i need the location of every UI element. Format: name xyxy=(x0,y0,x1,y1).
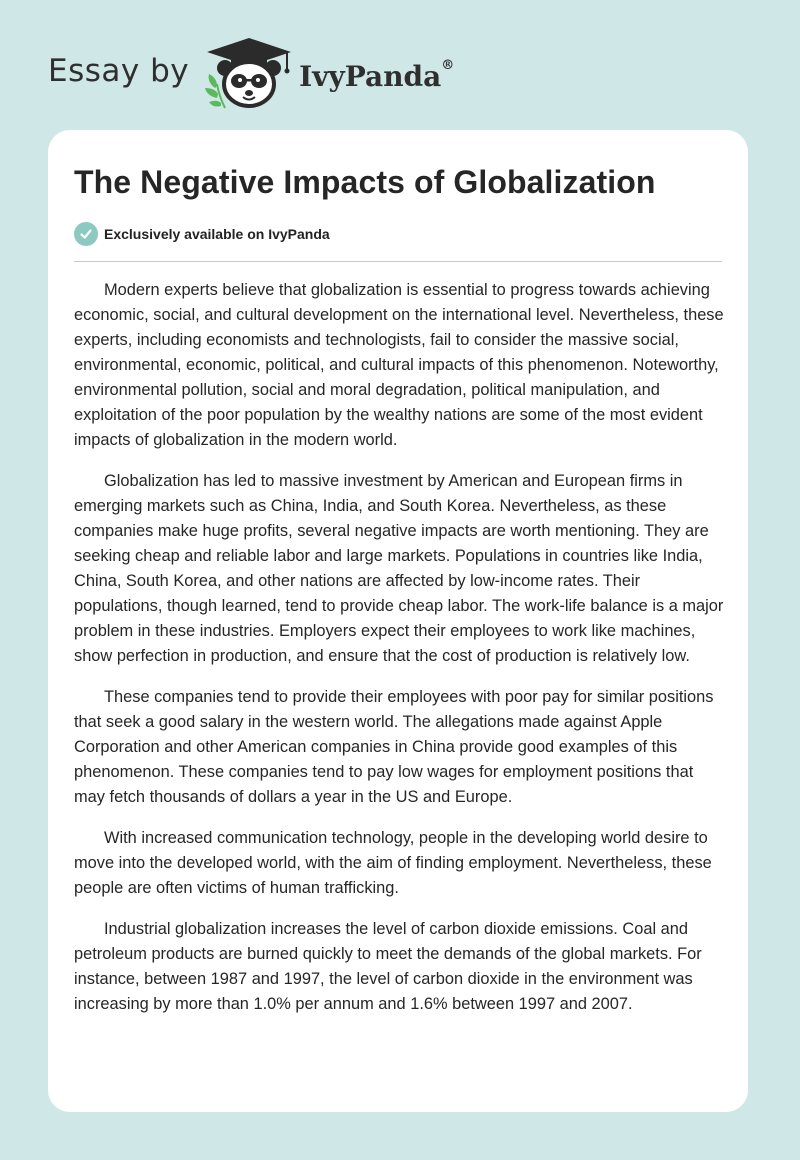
paragraph: With increased communication technology, people in the developing world desire to move into the developed world, with the aim of finding employment. Nevertheless, these people are often victims of human trafficking. xyxy=(74,829,712,897)
paragraph: Globalization has led to massive investment by American and European firms in emerging markets such as China, India, and South Korea. Nevertheless, as these companies make huge profits, several negative impacts are worth mentioning. They are seeking cheap and reliable labor and large markets. Populations in countries like India, China, South Korea, and other nations are affected by low-income rates. Their populations, though learned, tend to provide cheap labor. The work-life balance is a major problem in these industries. Employers expect their employees to work like machines, show perfection in production, and ensure that the cost of production is relatively low. xyxy=(74,472,724,665)
essay-card xyxy=(48,130,748,1112)
paragraph: Modern experts believe that globalization is essential to progress towards achieving economic, social, and cultural development on the international level. Nevertheless, these experts, including economists and technologists, fail to consider the massive social, environmental, economic, political, and cultural impacts of this phenomenon. Noteworthy, environmental pollution, social and moral degradation, political manipulation, and exploitation of the poor population by the wealthy nations are some of the most evident impacts of globalization in the modern world. xyxy=(74,281,724,449)
page-title: The Negative Impacts of Globalization xyxy=(74,164,656,200)
paragraph: Industrial globalization increases the level of carbon dioxide emissions. Coal and petroleum products are burned quickly to meet the demands of the global markets. For instance, between 1987 and 1997, the level of carbon dioxide in the environment was increasing by more than 1.0% per annum and 1.6% between 1997 and 2007. xyxy=(74,920,702,1013)
badge-label: Exclusively available on IvyPanda xyxy=(104,226,330,242)
essay-by-label: Essay by xyxy=(48,53,190,89)
exclusive-badge xyxy=(74,222,330,246)
check-circle-icon xyxy=(74,222,98,246)
divider xyxy=(74,261,722,262)
essay-body xyxy=(74,278,724,1033)
site-header xyxy=(48,36,454,110)
paragraph: These companies tend to provide their employees with poor pay for similar positions that seek a good salary in the western world. The allegations made against Apple Corporation and other American companies in China provide good examples of this phenomenon. These companies tend to pay low wages for employment positions that may fetch thousands of dollars a year in the US and Europe. xyxy=(74,688,714,806)
brand-name[interactable]: IvyPanda® xyxy=(299,57,455,93)
registered-mark: ® xyxy=(441,57,455,73)
panda-logo-icon[interactable] xyxy=(203,36,295,110)
